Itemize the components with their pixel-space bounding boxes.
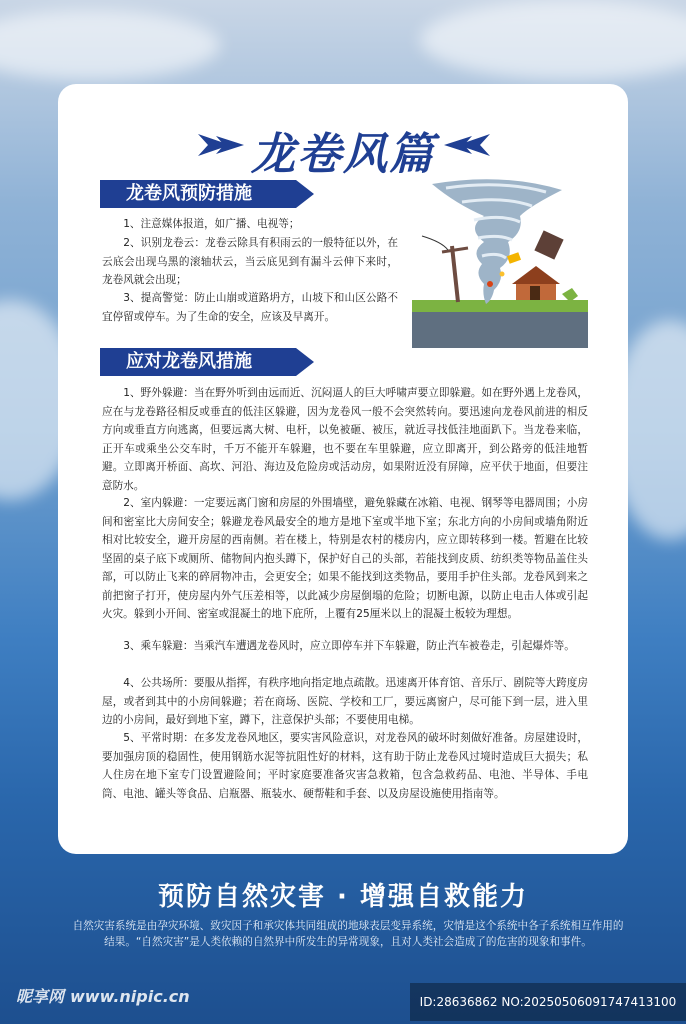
section-heading-prevention: 龙卷风预防措施 xyxy=(100,180,296,208)
prevention-item-3: 3、提高警觉：防止山崩或道路坍方，山坡下和山区公路不宜停留或停车。为了生命的安全，应该及早离开。 xyxy=(102,292,398,323)
description-text: 自然灾害系统是由孕灾环境、致灾因子和承灾体共同组成的地球表层变异系统，灾情是这个系统中各子系统相互作用的结果。“自然灾害”是人类依赖的自然界中所发生的异常现象，且对人类社会造成了的危害的现象和事件。 xyxy=(72,920,624,948)
prevention-item-1: 1、注意媒体报道，如广播、电视等； xyxy=(123,218,300,230)
response-item-2: 2、室内躲避：一定要远离门窗和房屋的外围墙壁，避免躲藏在冰箱、电视、钢琴等电器周围；小房间和密室比大房间安全；躲避龙卷风最安全的地方是地下室或半地下室；东北方向的小房间或墙角附近相对比较安全，避开房屋的西南侧。若在楼上，特别是农村的楼房内，应立即转移到一楼。暂避在比较坚固的桌子底下或厕所、储物间内抱头蹲下，保护好自己的头部，若能找到皮质、纺织类等物品盖住头部，可以防止飞来的碎屑物冲击，会更安全；如果不能找到这类物品，要用手护住头部。龙卷风到来之前把窗子打开，使房屋内外气压差相等，以此减少房屋倒塌的危险；切断电源，以防止电击人体或引起火灾。躲到小开间、密室或混凝土的地下庇所，上覆有25厘米以上的混凝土板较为理想。 xyxy=(102,497,588,620)
response-item-4: 4、公共场所：要服从指挥，有秩序地向指定地点疏散。迅速离开体育馆、音乐厅、剧院等大跨度房屋，或者到其中的小房间躲避；若在商场、医院、学校和工厂，要远离窗户，尽可能下到一层，进入里边的小房间，最好到地下室，蹲下，注意保护头部；不要使用电梯。 xyxy=(102,677,588,726)
title-banner xyxy=(58,114,628,178)
watermark-id: ID:28636862 NO:20250506091747413100 xyxy=(410,983,686,1021)
prevention-item-2: 2、识别龙卷云：龙卷云除具有积雨云的一般特征以外，在云底会出现乌黑的滚轴状云，当云底见到有漏斗云伸下来时，龙卷风就会出现； xyxy=(102,237,398,286)
section-heading-response: 应对龙卷风措施 xyxy=(100,348,296,376)
slogan: 预防自然灾害 · 增强自救能力 xyxy=(158,882,528,912)
tornado-illustration xyxy=(412,176,588,348)
response-item-1: 1、野外躲避：当在野外听到由远而近、沉闷逼人的巨大呼啸声要立即躲避。如在野外遇上龙卷风，应在与龙卷路径相反或垂直的低洼区躲避，因为龙卷风一般不会突然转向。要迅速向龙卷风前进的相反方向或垂直方向逃离，但要远离大树、电杆，以免被砸、被压，就近寻找低洼地面趴下。当龙卷来临，正开车或乘坐公交车时，千万不能开车躲避，也不要在车里躲避，应立即离开，到公路旁的低洼地暂避。立即离开桥面、高坎、河沿、海边及危险房或活动房，如果附近没有屏障，应平伏于地面，但要注意防水。 xyxy=(102,387,588,492)
response-item-3: 3、乘车躲避：当乘汽车遭遇龙卷风时，应立即停车并下车躲避，防止汽车被卷走，引起爆炸等。 xyxy=(123,640,575,652)
watermark-site: www.nipic.cn xyxy=(70,987,190,1006)
cloud-decoration xyxy=(0,10,220,80)
response-item-5: 5、平常时期：在多发龙卷风地区，要实害风险意识，对龙卷风的破坏时刻做好准备。房屋建设时，要加强房顶的稳固性，使用钢筋水泥等抗阻性好的材料，这有助于防止龙卷风过境时造成巨大损失；私人住房在地下室专门设置避险间；平时家庭要准备灾害急救箱，包含急救药品、电池、半导体、手电筒、电池、罐头等食品、启瓶器、瓶装水、硬帮鞋和手套、以及房屋设施使用指南等。 xyxy=(102,732,588,800)
page-title: 龙卷风篇 xyxy=(251,129,435,180)
cloud-decoration xyxy=(420,0,686,80)
content-card xyxy=(58,84,628,854)
watermark-logo xyxy=(16,984,190,1007)
watermark-logo-text: 昵享网 xyxy=(16,987,65,1006)
right-arrow-icon xyxy=(442,132,490,158)
